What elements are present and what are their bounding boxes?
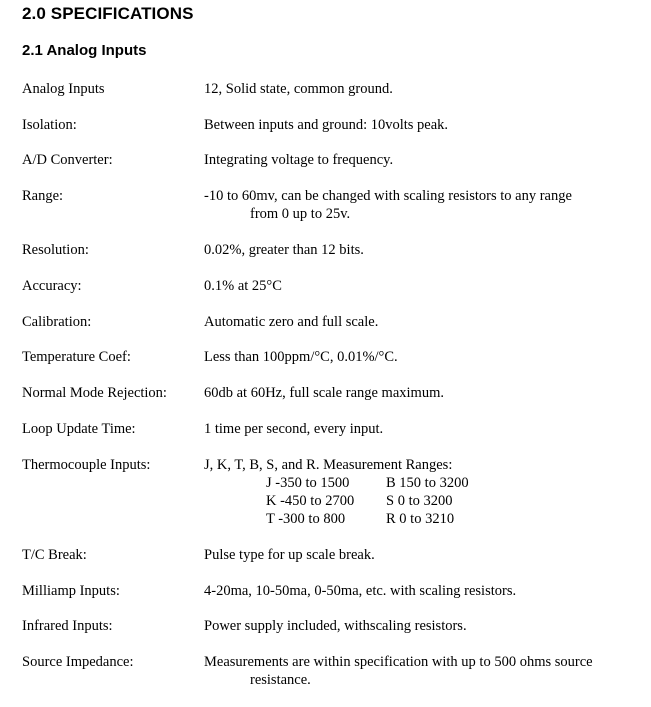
spec-label: Accuracy:: [22, 278, 82, 294]
spec-label: Infrared Inputs:: [22, 618, 113, 634]
spec-value: 60db at 60Hz, full scale range maximum.: [204, 385, 444, 401]
spec-value-block: [204, 653, 593, 689]
spec-value: Power supply included, withscaling resistors.: [204, 618, 467, 634]
spec-label: Isolation:: [22, 117, 77, 133]
spec-value: Measurements are within specification with up to 500 ohms source: [204, 654, 593, 670]
spec-value: -10 to 60mv, can be changed with scaling resistors to any range: [204, 188, 572, 204]
spec-value-block: [204, 456, 469, 528]
spec-value: Less than 100ppm/°C, 0.01%/°C.: [204, 349, 398, 365]
thermocouple-range: K -450 to 2700: [266, 493, 355, 509]
spec-value: 0.02%, greater than 12 bits.: [204, 242, 364, 258]
spec-label: Source Impedance:: [22, 654, 134, 670]
spec-value: Between inputs and ground: 10volts peak.: [204, 117, 449, 133]
thermocouple-range: B 150 to 3200: [386, 475, 469, 491]
spec-label: Thermocouple Inputs:: [22, 457, 151, 473]
spec-value: 4-20ma, 10-50ma, 0-50ma, etc. with scaling resistors.: [204, 583, 517, 599]
subsection-title: 2.1 Analog Inputs: [22, 42, 147, 59]
thermocouple-range-row: [266, 492, 452, 510]
spec-label: Loop Update Time:: [22, 421, 136, 437]
spec-label: Milliamp Inputs:: [22, 583, 120, 599]
spec-value: J, K, T, B, S, and R. Measurement Ranges:: [204, 457, 453, 473]
spec-value: Automatic zero and full scale.: [204, 314, 379, 330]
spec-value: Pulse type for up scale break.: [204, 547, 375, 563]
spec-label: Range:: [22, 188, 64, 204]
spec-value: 0.1% at 25°C: [204, 278, 282, 294]
thermocouple-range: S 0 to 3200: [386, 493, 453, 509]
spec-value-continued: from 0 up to 25v.: [250, 206, 351, 222]
spec-label: Resolution:: [22, 242, 89, 258]
thermocouple-range: T -300 to 800: [266, 511, 346, 527]
spec-value-block: [204, 187, 572, 223]
section-title: 2.0 SPECIFICATIONS: [22, 4, 194, 23]
spec-value-continued: resistance.: [250, 672, 311, 688]
spec-label: T/C Break:: [22, 547, 87, 563]
spec-label: Calibration:: [22, 314, 92, 330]
thermocouple-range-row: [266, 510, 455, 528]
spec-label: Analog Inputs: [22, 81, 105, 97]
spec-label: A/D Converter:: [22, 152, 113, 168]
thermocouple-range-table: [266, 474, 469, 528]
thermocouple-range-row: [266, 474, 469, 492]
spec-label: Temperature Coef:: [22, 349, 131, 365]
spec-value: 1 time per second, every input.: [204, 421, 384, 437]
spec-value: Integrating voltage to frequency.: [204, 152, 394, 168]
thermocouple-range: J -350 to 1500: [266, 475, 350, 491]
spec-label: Normal Mode Rejection:: [22, 385, 167, 401]
spec-value: 12, Solid state, common ground.: [204, 81, 393, 97]
thermocouple-range: R 0 to 3210: [386, 511, 455, 527]
